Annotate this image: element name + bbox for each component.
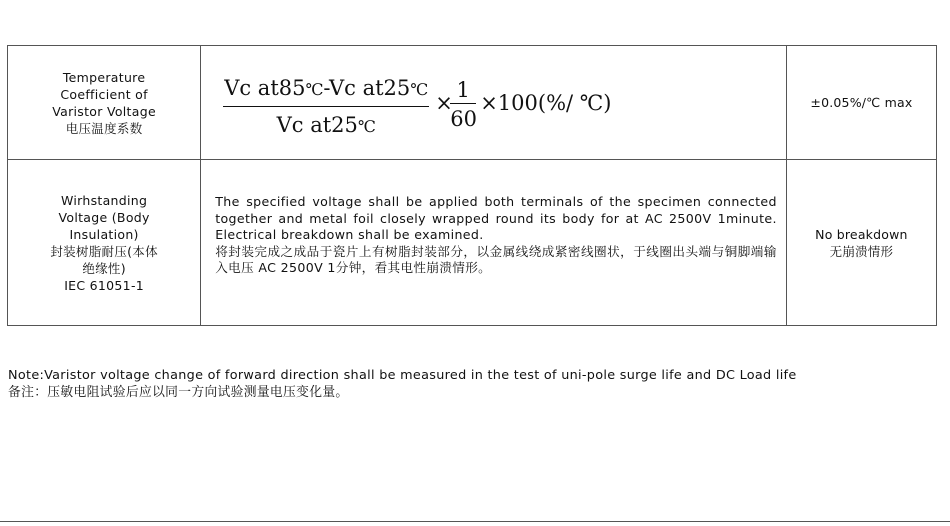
formula-cell [201,46,787,160]
fraction-bar [450,103,476,104]
item-line: Coefficient of [60,86,148,102]
degree-unit: ℃ [305,80,324,99]
fraction-denominator [223,111,429,141]
numerator-term-b: Vc at25 [328,76,411,100]
item-line: IEC 61051-1 [64,277,145,293]
item-line: 封装树脂耐压(本体 [50,243,158,259]
fraction-numerator [223,74,429,104]
requirement-line: No breakdown [815,226,908,242]
condition-text-cn: 将封装完成之成品于瓷片上有树脂封装部分，以金属线绕成紧密线圈状，于线圈出头端与铜脚端输入电压 AC 2500V 1分钟，看其电性崩溃情形。 [215,243,777,276]
item-line: Voltage (Body [58,209,150,225]
page-bottom-divider [0,521,950,522]
degree-unit: ℃ [357,117,376,136]
condition-text-en: The specified voltage shall be applied both terminals of the specimen connected together and metal foil closely wrapped round its body for at AC 2500V 1minute. Electrical breakdown shall be examined. [215,194,777,243]
footnote-cn: 备注：压敏电阻试验后应以同一方向试验测量电压变化量。 [8,384,349,400]
small-fraction-denominator: 60 [450,107,477,131]
minus-sign: - [323,76,329,100]
item-line: Wirhstanding [60,192,148,208]
item-line: 绝缘性) [82,260,126,276]
requirement-cell-withstanding-voltage [786,160,936,326]
formula-tail: ×100(%/ ℃) [480,91,612,115]
requirement-line: ±0.05%/℃ max [810,95,913,110]
spec-table [7,45,937,326]
numerator-term-a: Vc at85 [224,76,306,100]
requirement-line: 无崩溃情形 [829,243,894,259]
degree-unit: ℃ [410,80,429,99]
item-line: Insulation) [69,226,139,242]
table-row-withstanding-voltage [8,160,937,326]
item-line: Varistor Voltage [52,103,156,119]
small-fraction-numerator: 1 [456,78,470,102]
denominator-term: Vc at25 [276,113,358,137]
fraction-bar [223,106,429,107]
footnote [8,368,797,401]
item-cell-temperature-coefficient [8,46,201,160]
condition-cell-withstanding-voltage [201,160,787,326]
times-sign: × [435,91,453,115]
table-row-temperature-coefficient [8,46,937,160]
item-cell-withstanding-voltage [8,160,201,326]
small-fraction [450,77,476,132]
main-fraction [223,74,429,141]
item-line: Temperature [62,69,146,85]
requirement-cell-temperature-coefficient [786,46,936,160]
item-line: 电压温度系数 [65,120,143,136]
footnote-en: Note:Varistor voltage change of forward direction shall be measured in the test of uni-pole surge life and DC Load life [8,368,797,383]
